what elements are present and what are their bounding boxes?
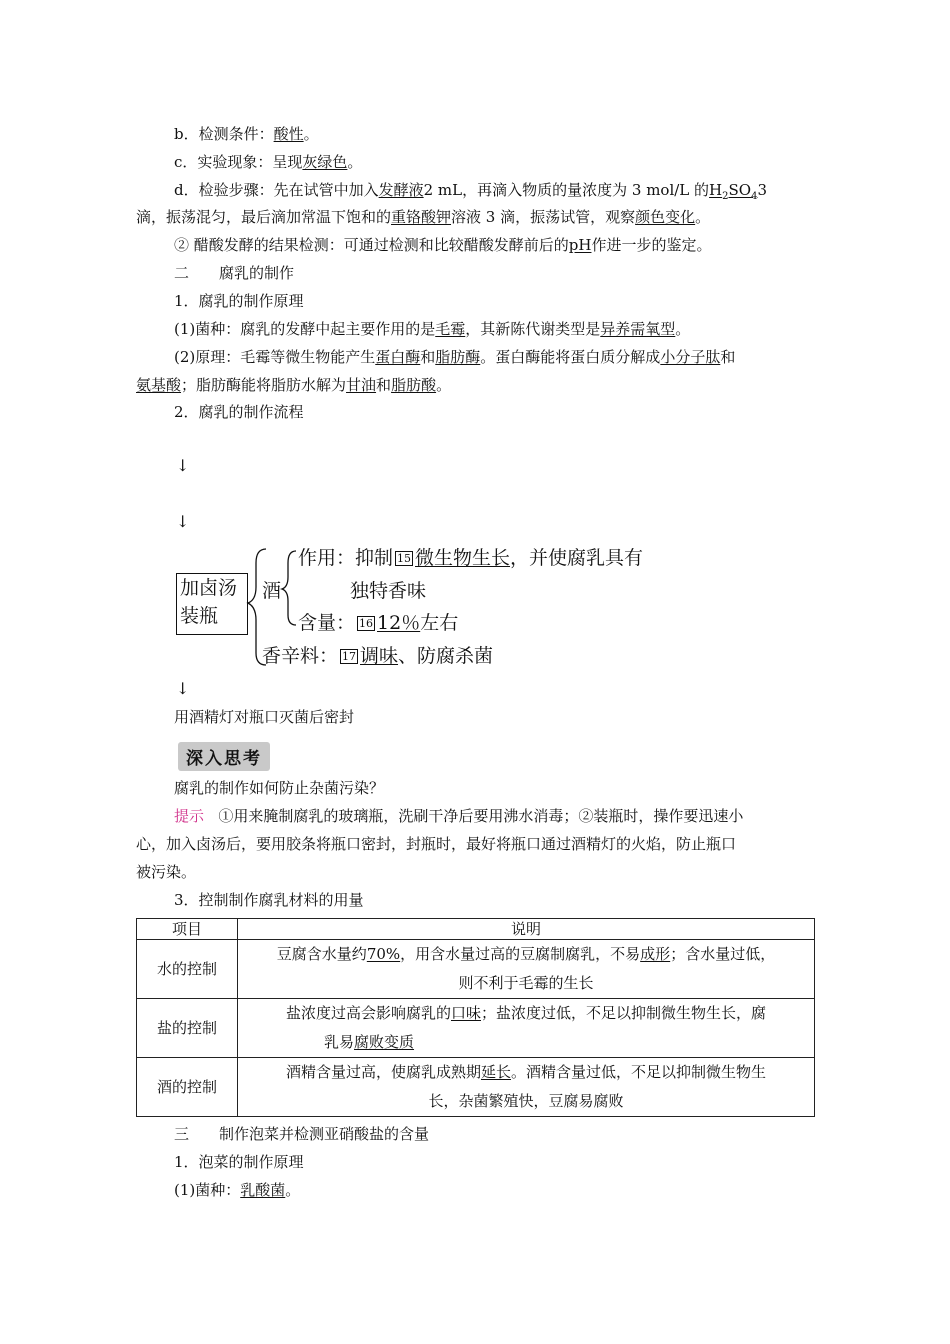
wine-effect-line-2: 独特香味 xyxy=(350,580,427,602)
number-16: 16 xyxy=(359,617,374,630)
wine-label: 酒 xyxy=(262,580,282,602)
question-line: 腐乳的制作如何防止杂菌污染？ xyxy=(174,779,385,797)
flow-arrow: ↓ xyxy=(176,679,190,698)
phenomenon-line: c．实验现象：呈现灰绿色。 xyxy=(174,153,363,171)
principle-heading: 1．腐乳的制作原理 xyxy=(174,292,304,310)
check-condition-line: b．检测条件：酸性。 xyxy=(174,125,319,143)
materials-heading: 3．控制制作腐乳材料的用量 xyxy=(174,891,364,909)
wine-content-line: 含量： 16 12％左右 xyxy=(298,612,459,634)
brine-bottling-box: 加卤汤 装瓶 xyxy=(176,573,248,635)
hint-line-3: 被污染。 xyxy=(136,863,197,881)
wine-effect-line: 作用：抑制 15 微生物生长，并使腐乳具有 xyxy=(298,547,644,569)
flow-arrow: ↓ xyxy=(176,456,190,475)
header-item: 项目 xyxy=(137,919,238,940)
principle-line-1: (2)原理：毛霉等微生物能产生蛋白酶和脂肪酶。蛋白酶能将蛋白质分解成小分子肽和 xyxy=(174,348,736,366)
table-row: 酒的控制 酒精含量过高，使腐乳成熟期延长。酒精含量过低，不足以抑制微生物生 长，杂菌繁殖快，豆腐易腐败 xyxy=(137,1058,815,1117)
hint-label: 提示 xyxy=(174,807,205,825)
steps-line-1: d．检验步骤：先在试管中加入发酵液2 mL，再滴入物质的量浓度为 3 mol/L 的$H_2SO_43$ xyxy=(174,181,768,202)
table-row: 盐的控制 盐浓度过高会影响腐乳的口味；盐浓度过低，不足以抑制微生物生长，腐 乳易腐败变质 xyxy=(137,999,815,1058)
steps-line-2: 滴，振荡混匀，最后滴加常温下饱和的重铬酸钾溶液 3 滴，振荡试管，观察颜色变化。 xyxy=(136,208,711,226)
principle-line-2: 氨基酸；脂肪酶能将脂肪水解为甘油和脂肪酸。 xyxy=(136,376,452,394)
pickle-principle-heading: 1．泡菜的制作原理 xyxy=(174,1153,304,1171)
table-header-row xyxy=(137,919,815,940)
header-desc: 说明 xyxy=(238,919,815,940)
seal-step: 用酒精灯对瓶口灭菌后密封 xyxy=(174,708,355,726)
section-title-pickles: 三 制作泡菜并检测亚硝酸盐的含量 xyxy=(174,1125,430,1143)
hint-line-1: 提示 ①用来腌制腐乳的玻璃瓶，洗刷干净后要用沸水消毒；②装瓶时，操作要迅速小 xyxy=(174,807,744,825)
section-title-fuqiao: 二 腐乳的制作 xyxy=(174,264,295,282)
hint-line-2: 心，加入卤汤后，要用胶条将瓶口密封，封瓶时，最好将瓶口通过酒精灯的火焰，防止瓶口 xyxy=(136,835,737,853)
flow-arrow: ↓ xyxy=(176,512,190,531)
pickle-strain-line: (1)菌种：乳酸菌。 xyxy=(174,1181,301,1199)
strain-line: (1)菌种：腐乳的发酵中起主要作用的是毛霉，其新陈代谢类型是异养需氧型。 xyxy=(174,320,691,338)
process-heading: 2．腐乳的制作流程 xyxy=(174,403,304,421)
table-row: 水的控制 豆腐含水量约70%，用含水量过高的豆腐制腐乳，不易成形；含水量过低， 则不利于毛霉的生长 xyxy=(137,940,815,999)
number-17: 17 xyxy=(342,650,357,663)
acetic-detection-line: ② 醋酸发酵的结果检测：可通过检测和比较醋酸发酵前后的pH作进一步的鉴定。 xyxy=(174,236,712,254)
materials-table xyxy=(136,918,815,1117)
spice-line: 香辛料： 17 调味、防腐杀菌 xyxy=(262,645,494,667)
deep-thinking-heading: 深入思考 xyxy=(178,742,270,771)
number-15: 15 xyxy=(397,552,412,565)
